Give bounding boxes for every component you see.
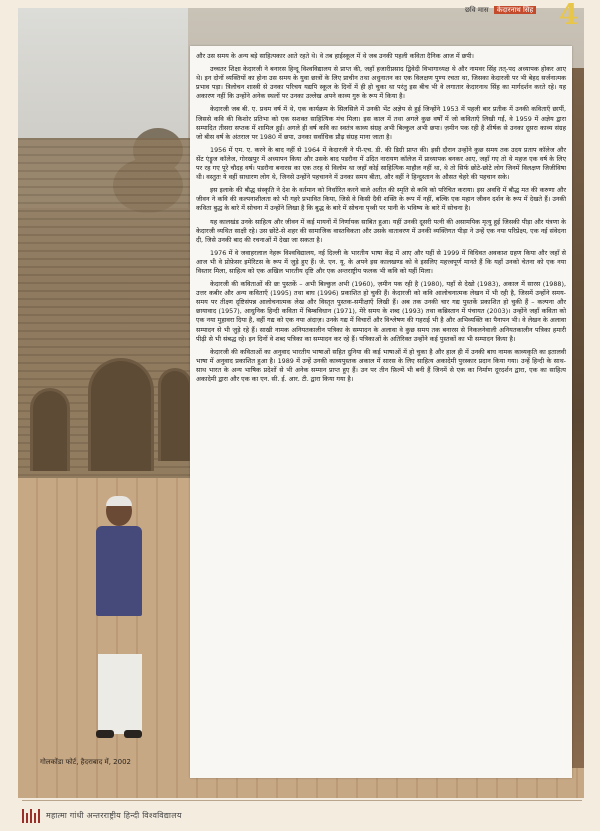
paragraph: 1976 में वे जवाहरलाल नेहरू विश्वविद्यालय, नई दिल्ली के भारतीय भाषा केंद्र में आए और यहीं से 1999 में विधिवत अवकाश ग्रहण किया और जहाँ से आज भी वे प्रोफ़ेसर इमेरिटस के रूप में जुड़े हुए हैं। जे. एन. यू. के अपने इस कालखण्ड को वे इसलिए महत्त्वपूर्ण मानते हैं कि यहाँ उनको चेतना को एक नया विस्तार मिला, साहित्य को एक अखिल भारतीय दृष्टि और एक अन्तराष्ट्रीय फलक भी कवि को यहीं मिला।	[196, 248, 566, 275]
paragraph: केदारजी जब बी. ए. प्रथम वर्ष में थे, एक कार्यक्रम के सिलसिले में उनकी भेंट अज्ञेय से हुई जिन्होंने 1953 में पहली बार प्रतीक में उनकी कविताएँ छापीं, जिससे कवि की किशोर प्रतिभा को एक सशक्त साहित्यिक मंच मिला। इस काल में तथा अगले कुछ वर्षों में जो कविताएँ लिखी गईं, वे 1959 में अज्ञेय द्वारा सम्पादित तीसरा सप्तक में शामिल हुईं। अगले ही वर्ष कवि का स्वतंत्र काव्य संग्रह अभी बिल्कुल अभी छपा। ज़मीन पक रही है शीर्षक से उनका दूसरा काव्य संग्रह जो बीस वर्ष के अंतराल पर 1980 में छपा, उनका सर्वाधिक प्रौढ़ संग्रह माना जाता है।	[196, 105, 566, 141]
paragraph: उच्चतर शिक्षा केदारजी ने बनारस हिन्दू विश्वविद्यालय से प्राप्त की, जहाँ हजारीप्रसाद द्विवेदी विभागाध्यक्ष थे और नामवर सिंह तत्-पद अध्यापक होकर आए थे। इन दोनों व्यक्तियों का होना उस समय के युवा छात्रों के लिए प्राचीन तथा अधुनातन का एक विलक्षण पुण्य रचता था, जिसका केदारजी पर भी बेहद सर्जनात्मक प्रभाव पड़ा। त्रिलोचन शास्त्री से उनका परिचय यद्यपि स्कूल के दिनों में ही हो चुका था परंतु इस बीच भी वे लगातार केदारनाथ सिंह का मार्गदर्शन करते रहे। यह अकारण नहीं कि उन्होंने अनेक स्थलों पर उनका उल्लेख अपने काव्य गुरु के रूप में किया है।	[196, 65, 566, 101]
fort-arch	[88, 358, 154, 471]
photo-edge	[572, 68, 584, 768]
running-header	[465, 6, 536, 15]
fort-arch	[30, 388, 70, 471]
paragraph: और उस समय के अन्य बड़े साहित्यकार आते रहते थे। वे तब हाईस्कूल में थे जब उनकी पहली कविता दैनिक आज में छपी।	[196, 52, 474, 60]
fort-arch	[158, 368, 192, 461]
page-footer	[22, 804, 582, 826]
paragraph: यह कालखंड उनके साहित्य और जीवन में कई मायनों में निर्णायक साबित हुआ। यहीं उनकी दूसरी पत्नी की असामयिक मृत्यु हुई जिसकी पीड़ा और यंत्रणा के केदारजी व्यथित साक्षी रहे। उस छोटे-से शहर की सामाजिक वास्तविकता और उसके वातावरण में उनकी व्यक्तिगत पीड़ा ने उन्हें एक नया परिप्रेक्ष्य, एक नई संवेदना दी, जिसे उनकी बाद की रचनाओं में देखा जा सकता है।	[196, 217, 566, 244]
paragraph: केदारजी की कविताओं का अनुवाद भारतीय भाषाओं सहित दुनिया की कई भाषाओं में हो चुका है और हाल ही में उनकी बाघ नामक काव्यकृति का इतालवी भाषा में अनुवाद प्रकाशित हुआ है। 1989 में उन्हें उनकी काव्यपुस्तक अकाल में सारस के लिए साहित्य अकादेमी पुरस्कार प्रदान किया गया। उन्हें हिन्दी के साथ-साथ भारत के अन्य भाषिक प्रदेशों से भी अनेक सम्मान प्राप्त हुए हैं। उन पर तीन फ़िल्में भी बनी हैं जिनमें से एक का निर्माण दूरदर्शन द्वारा, एक का साहित्य अकादेमी द्वारा और एक का एन. सी. ई. आर. टी. द्वारा किया गया है।	[196, 347, 566, 383]
paragraph: इस इलाके की बौद्ध संस्कृति ने देश के वर्तमान को निर्धारित करने वाले अतीत की स्मृति से कवि को परिचित कराया। इस अवधि में बौद्ध मत की करुणा और जीवन ने कवि की कल्पनाशीलता को भी गहरे प्रभावित किया, जिसे वे किसी दैवी शक्ति के रूप में नहीं, बल्कि एक महान जीवन दर्शन के रूप में देखते हैं। उनकी कविता बुद्ध के बारे में सोचना में उन्होंने लिखा है कि बुद्ध के बारे में सोचना पृथ्वी पर पानी के भविष्य के बारे में सोचना है।	[196, 186, 566, 213]
page-number: 4	[559, 0, 579, 31]
footer-rule	[22, 800, 582, 801]
footer-text: महात्मा गांधी अन्तरराष्ट्रीय हिन्दी विश्वविद्यालय	[46, 810, 182, 820]
paragraph: 1956 में एम. ए. करने के बाद नहीं से 1964 में केदारजी ने पी-एच. डी. की डिग्री प्राप्त की। इसी दौरान उन्होंने कुछ समय तक उदय प्रताप कॉलेज और सेंट एंड्रूज कॉलेज, गोरखपुर में अध्यापन किया और उसके बाद पडरौना में उदित नारायण कॉलेज में प्राध्यापक बनकर आए, जहाँ गए तो थे महज एक वर्ष के लिए पर रह गए पूरे चौदह वर्ष। पडरौना बनारस का एक तरह से विलोम था जहाँ कोई साहित्यिक माहौल नहीं था, थे तो सिर्फ छोटे-छोटे लोग जिनमें विलक्षण जिजीविषा थी। वस्तुतः ये वहीं साधारण लोग थे, जिनसे उन्होंने पहचानने में उनका समय बीता, और वहीं ने हिन्दुस्तान के औसत चेहरे की पहचान सके।	[196, 145, 566, 182]
section-tag: केदारनाथ सिंह	[494, 6, 536, 14]
university-logo-icon	[22, 807, 40, 823]
poet-figure	[80, 496, 160, 746]
magazine-name: छवि मास	[465, 6, 489, 14]
paragraph: केदारजी की कविताओं की छः पुस्तकें – अभी बिल्कुल अभी (1960), ज़मीन पक रही है (1980), यहाँ से देखो (1983), अकाल में सारस (1988), उत्तर कबीर और अन्य कविताएँ (1995) तथा बाघ (1996) प्रकाशित हो चुकी हैं। केदारजी को कवि आलोचनात्मक लेखन में भी रही है, जिसमें उन्होंने समय-समय पर तीक्ष्ण दृष्टिसंपन्न आलोचनात्मक लेख और विस्तृत पुस्तक-समीक्षाएँ लिखी हैं। अब तक उनकी चार गद्य पुस्तकें प्रकाशित हो चुकी हैं – कल्पना और छायावाद (1957), आधुनिक हिन्दी कविता में बिम्बविधान (1971), मेरे समय के शब्द (1993) तथा कब्रिस्तान में पंचायत (2003)। उन्होंने जहाँ कविता को एक नया मुहावरा दिया है, वहीं गद्य को एक नया अंदाज़। उनके गद्य में विचारों और विश्लेषण की गहराई भी है और अभिव्यक्ति का पैनापन भी। वे लेखन के अलावा सम्पादन से भी जुड़े रहे हैं। साखी नामक अनियतकालीन पत्रिका के सम्पादन के अलावा वे कुछ समय तक बनारस से निकलनेवाली अनियतकालीन पत्रिका हमारी पीढ़ी से भी संबद्ध रहे। इन दिनों वे शब्द पत्रिका का सम्पादन कर रहे हैं। पत्रिकाओं के अतिरिक्त उन्होंने कई पुस्तकों का भी सम्पादन किया है।	[196, 280, 566, 343]
photo-caption: गोलकोंडा फोर्ट, हैदराबाद में, 2002	[40, 758, 131, 766]
article-body	[196, 52, 566, 388]
article-panel	[190, 46, 572, 778]
